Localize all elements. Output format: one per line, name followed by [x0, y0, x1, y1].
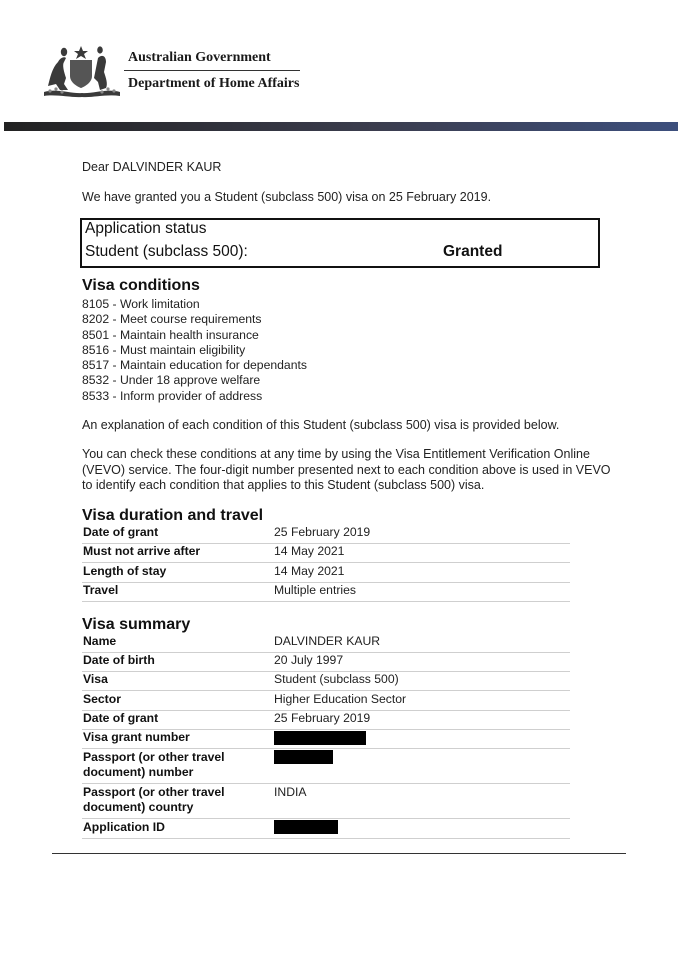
summary-row-value: DALVINDER KAUR: [274, 634, 381, 648]
summary-row: [82, 711, 570, 730]
condition-item: 8516 - Must maintain eligibility: [82, 342, 246, 357]
application-status-value: Granted: [443, 243, 503, 260]
condition-item: 8105 - Work limitation: [82, 297, 200, 311]
duration-row-label: Date of grant: [83, 525, 159, 539]
redacted-visa-grant-number: [274, 731, 366, 745]
summary-row-label: Sector: [83, 692, 121, 706]
summary-row-label: Passport (or other travel document) country: [83, 785, 225, 814]
summary-row-value: Student (subclass 500): [274, 672, 399, 686]
application-status-label: Student (subclass 500):: [85, 243, 248, 260]
vevo-paragraph: You can check these conditions at any time by using the Visa Entitlement Verification Online (VEVO) service. The four-digit number presented next to each condition above is used in VEVO to identify each condition that applies to this Student (subclass 500) visa.: [82, 447, 611, 492]
duration-row: [82, 583, 570, 602]
condition-item: 8202 - Meet course requirements: [82, 312, 262, 327]
duration-row-value: 14 May 2021: [274, 564, 345, 578]
visa-conditions-list: [82, 297, 502, 404]
summary-row-value: Higher Education Sector: [274, 692, 407, 706]
conditions-explanation: An explanation of each condition of this Student (subclass 500) visa is provided below.: [82, 418, 560, 432]
redacted-passport-number: [274, 750, 333, 764]
summary-row-label: Date of grant: [83, 711, 159, 725]
summary-row-label: Name: [83, 634, 117, 648]
condition-item: 8517 - Maintain education for dependants: [82, 358, 307, 373]
application-status-heading: Application status: [85, 220, 207, 237]
summary-row: [82, 672, 570, 691]
visa-duration-heading: Visa duration and travel: [82, 507, 264, 524]
condition-item: 8533 - Inform provider of address: [82, 388, 263, 403]
condition-item: 8501 - Maintain health insurance: [82, 327, 259, 342]
summary-row: [82, 653, 570, 672]
visa-conditions-heading: Visa conditions: [82, 277, 200, 294]
summary-row: [82, 634, 570, 653]
footer-divider: [52, 853, 626, 854]
visa-summary-heading: Visa summary: [82, 616, 191, 633]
duration-row: [82, 544, 570, 563]
summary-row-label: Application ID: [83, 820, 165, 834]
duration-row-value: 25 February 2019: [274, 525, 371, 539]
duration-row-value: Multiple entries: [274, 583, 356, 597]
summary-row: [82, 730, 570, 749]
duration-row-label: Must not arrive after: [83, 544, 201, 558]
summary-row: [82, 785, 570, 819]
summary-row-label: Passport (or other travel document) number: [83, 750, 225, 779]
duration-row: [82, 564, 570, 583]
coat-of-arms-logo: [42, 38, 122, 100]
department-name: Department of Home Affairs: [128, 76, 300, 91]
summary-row: [82, 750, 570, 784]
header-divider: [124, 70, 300, 71]
government-name: Australian Government: [128, 50, 271, 65]
summary-row: [82, 820, 570, 839]
summary-row-value: INDIA: [274, 785, 307, 799]
summary-row-value: 20 July 1997: [274, 653, 344, 667]
letter-greeting: Dear DALVINDER KAUR: [82, 160, 222, 174]
summary-row-value: 25 February 2019: [274, 711, 371, 725]
summary-row-label: Visa grant number: [83, 730, 190, 744]
summary-row-label: Visa: [83, 672, 108, 686]
duration-row: [82, 525, 570, 544]
header-bar: [4, 122, 678, 131]
summary-row: [82, 692, 570, 711]
duration-row-label: Length of stay: [83, 564, 167, 578]
grant-statement: We have granted you a Student (subclass 500) visa on 25 February 2019.: [82, 190, 492, 204]
redacted-application-id: [274, 820, 338, 834]
condition-item: 8532 - Under 18 approve welfare: [82, 373, 261, 388]
summary-row-label: Date of birth: [83, 653, 155, 667]
duration-row-label: Travel: [83, 583, 119, 597]
duration-row-value: 14 May 2021: [274, 544, 345, 558]
